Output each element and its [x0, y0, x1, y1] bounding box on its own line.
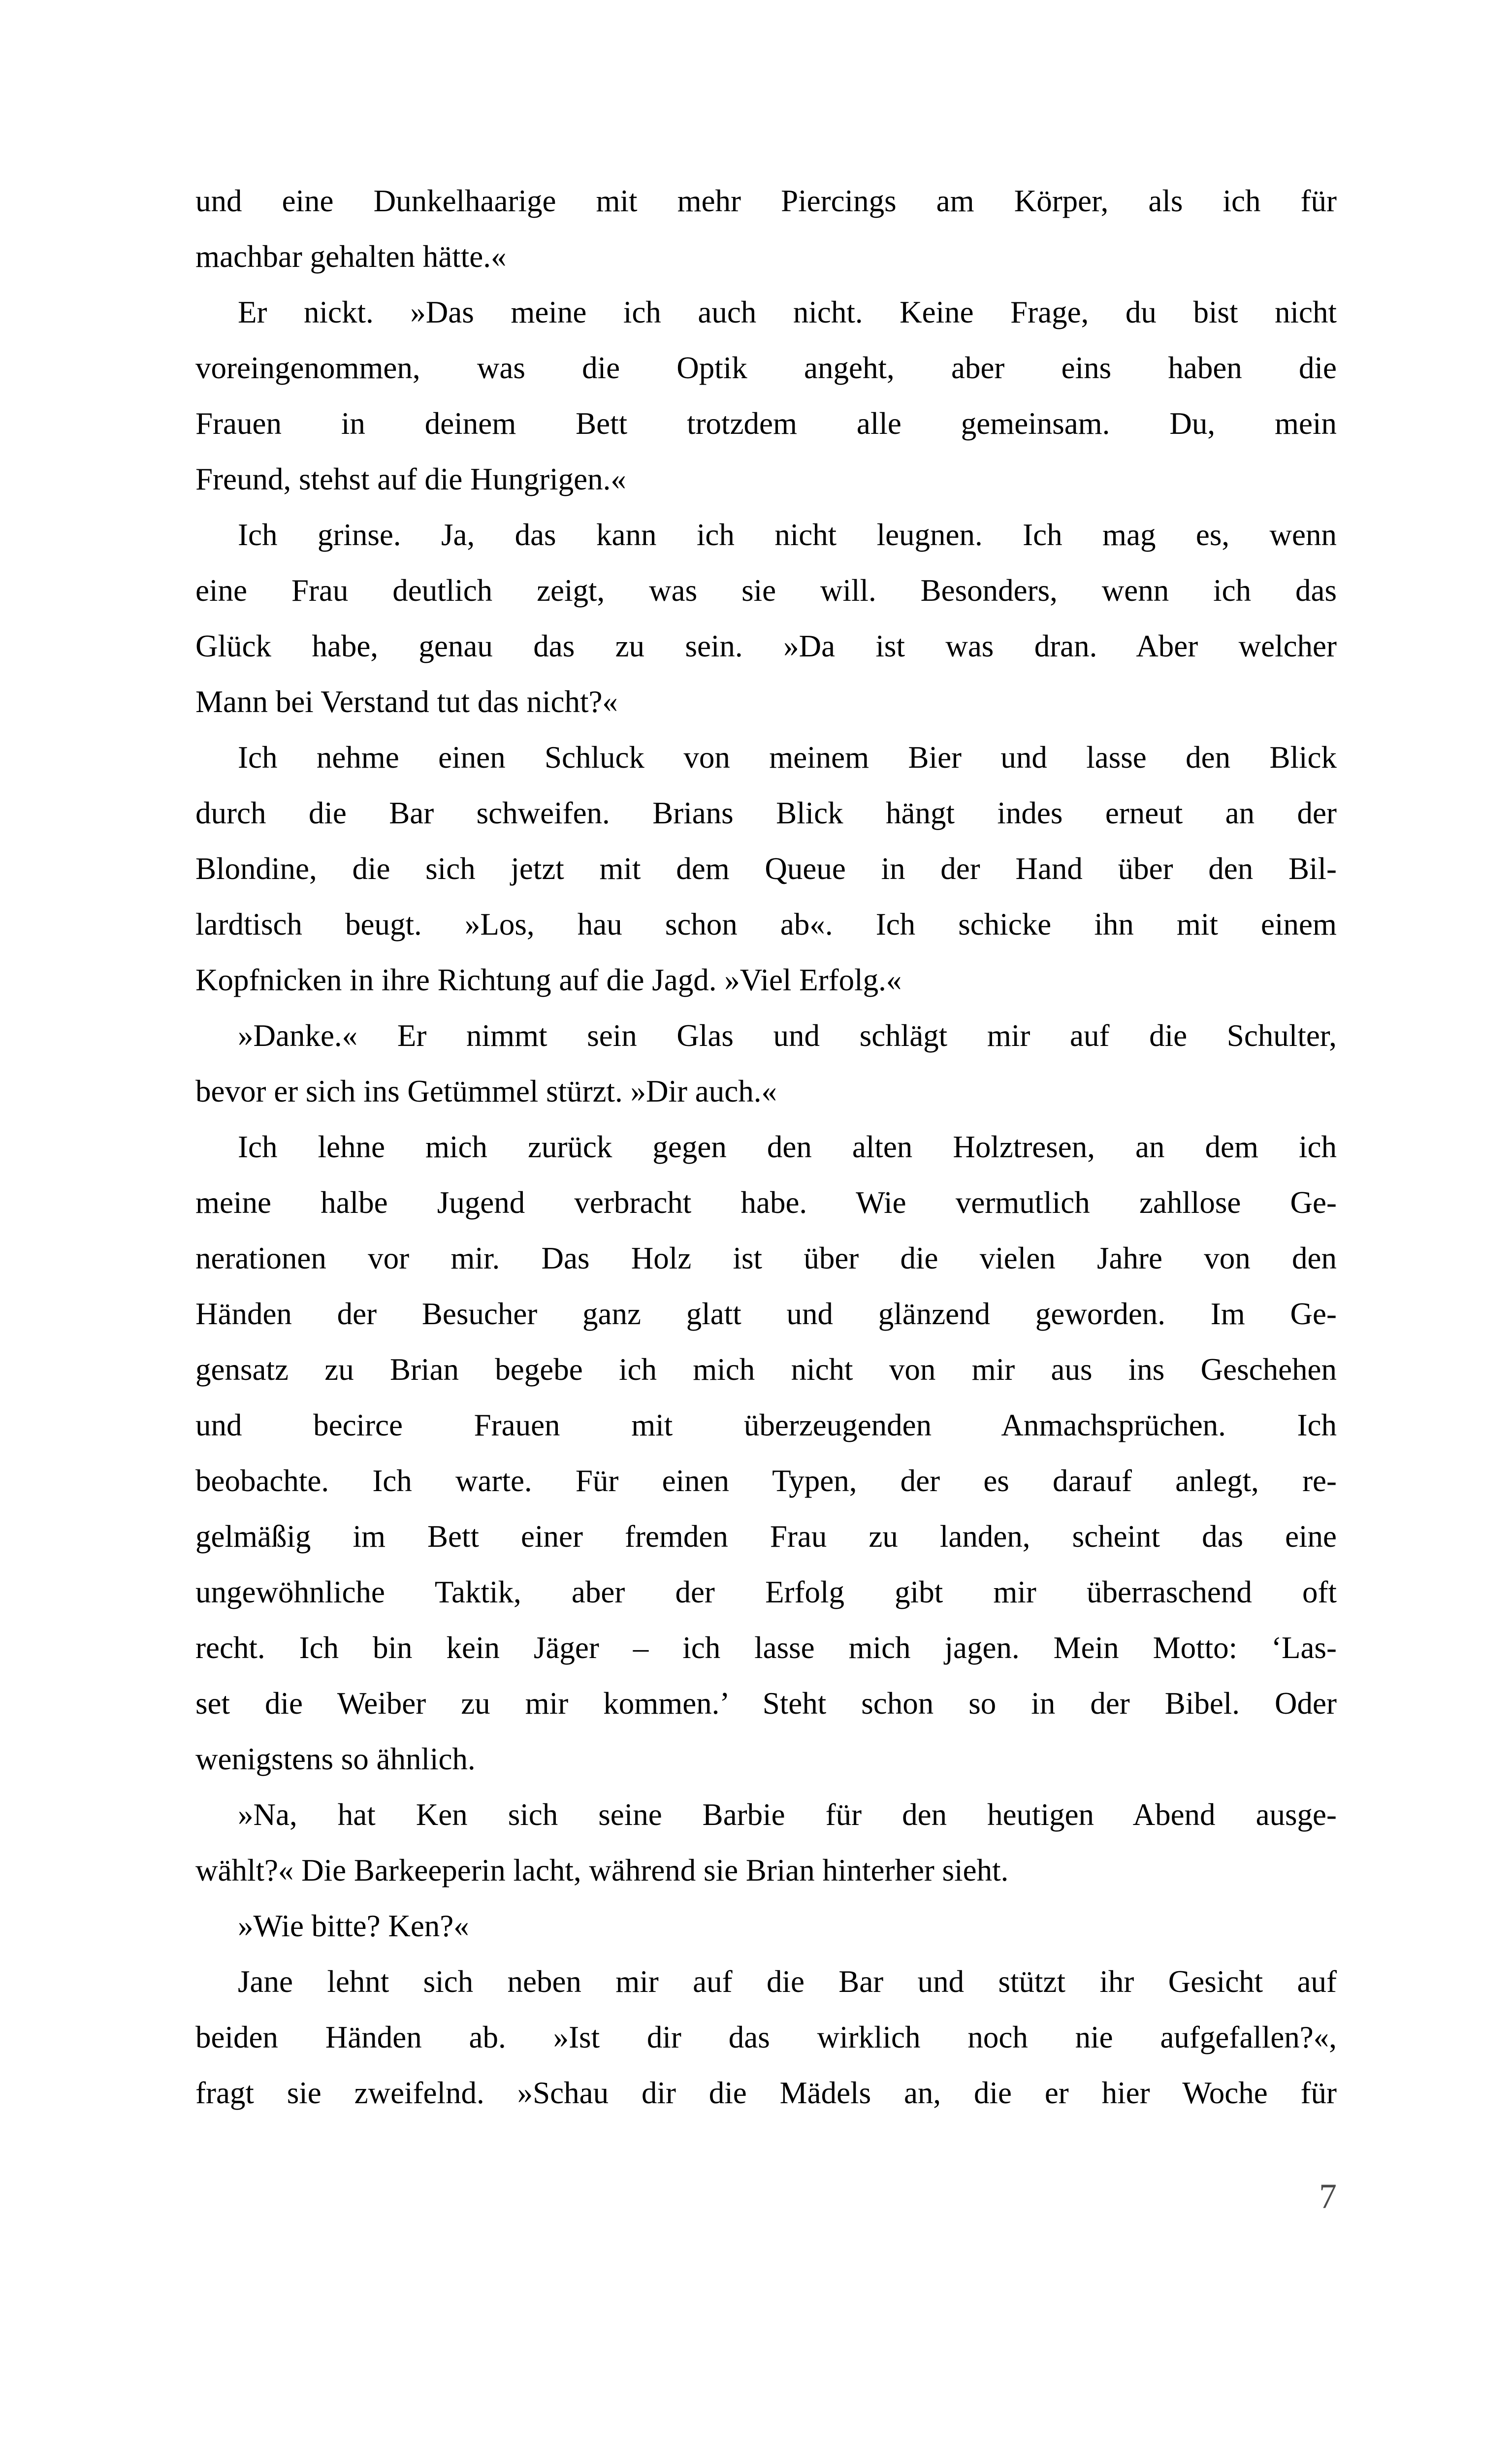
text-line: »Danke.« Er nimmt sein Glas und schlägt mir auf die Schulter,	[238, 1018, 1337, 1053]
text-line: durch die Bar schweifen. Brians Blick hängt indes erneut an der	[195, 796, 1337, 830]
text-line: fragt sie zweifelnd. »Schau dir die Mädels an, die er hier Woche für	[195, 2076, 1337, 2110]
text-line: wählt?« Die Barkeeperin lacht, während sie Brian hinterher sieht.	[195, 1853, 1009, 1888]
text-line: Blondine, die sich jetzt mit dem Queue in der Hand über den Bil-	[195, 851, 1337, 886]
text-line: und becirce Frauen mit überzeugenden Anmachsprüchen. Ich	[195, 1408, 1337, 1442]
text-line: Glück habe, genau das zu sein. »Da ist was dran. Aber welcher	[195, 629, 1337, 663]
text-line: Händen der Besucher ganz glatt und glänzend geworden. Im Ge-	[195, 1297, 1337, 1331]
text-line: Freund, stehst auf die Hungrigen.«	[195, 462, 626, 496]
text-line: gelmäßig im Bett einer fremden Frau zu landen, scheint das eine	[195, 1519, 1337, 1554]
text-line: »Na, hat Ken sich seine Barbie für den heutigen Abend ausge-	[238, 1797, 1337, 1832]
text-line: Ich nehme einen Schluck von meinem Bier und lasse den Blick	[238, 740, 1337, 775]
page-number: 7	[1319, 2177, 1337, 2216]
text-line: nerationen vor mir. Das Holz ist über die vielen Jahre von den	[195, 1241, 1337, 1275]
text-line: »Wie bitte? Ken?«	[238, 1909, 469, 1943]
text-line: Jane lehnt sich neben mir auf die Bar und stützt ihr Gesicht auf	[238, 1964, 1337, 1999]
book-text	[195, 173, 1337, 2121]
text-line: Kopfnicken in ihre Richtung auf die Jagd. »Viel Erfolg.«	[195, 963, 902, 997]
text-line: beobachte. Ich warte. Für einen Typen, der es darauf anlegt, re-	[195, 1464, 1337, 1498]
text-line: ungewöhnliche Taktik, aber der Erfolg gibt mir überraschend oft	[195, 1575, 1337, 1609]
text-line: recht. Ich bin kein Jäger – ich lasse mich jagen. Mein Motto: ‘Las-	[195, 1630, 1337, 1665]
text-line: meine halbe Jugend verbracht habe. Wie vermutlich zahllose Ge-	[195, 1185, 1337, 1220]
text-line: Frauen in deinem Bett trotzdem alle gemeinsam. Du, mein	[195, 406, 1337, 441]
text-line: voreingenommen, was die Optik angeht, aber eins haben die	[195, 351, 1337, 385]
text-line: machbar gehalten hätte.«	[195, 239, 507, 274]
text-line: und eine Dunkelhaarige mit mehr Piercings am Körper, als ich für	[195, 184, 1337, 218]
text-line: Er nickt. »Das meine ich auch nicht. Keine Frage, du bist nicht	[238, 295, 1337, 329]
text-line: gensatz zu Brian begebe ich mich nicht von mir aus ins Geschehen	[195, 1352, 1337, 1387]
text-line: bevor er sich ins Getümmel stürzt. »Dir auch.«	[195, 1074, 777, 1108]
text-line: Ich lehne mich zurück gegen den alten Holztresen, an dem ich	[238, 1130, 1337, 1164]
text-line: wenigstens so ähnlich.	[195, 1742, 476, 1776]
text-line: eine Frau deutlich zeigt, was sie will. Besonders, wenn ich das	[195, 573, 1337, 608]
text-line: set die Weiber zu mir kommen.’ Steht schon so in der Bibel. Oder	[195, 1686, 1337, 1721]
text-line: Ich grinse. Ja, das kann ich nicht leugnen. Ich mag es, wenn	[238, 518, 1337, 552]
text-line: lardtisch beugt. »Los, hau schon ab«. Ich schicke ihn mit einem	[195, 907, 1337, 942]
text-line: Mann bei Verstand tut das nicht?«	[195, 684, 618, 719]
text-line: beiden Händen ab. »Ist dir das wirklich noch nie aufgefallen?«,	[195, 2020, 1337, 2054]
